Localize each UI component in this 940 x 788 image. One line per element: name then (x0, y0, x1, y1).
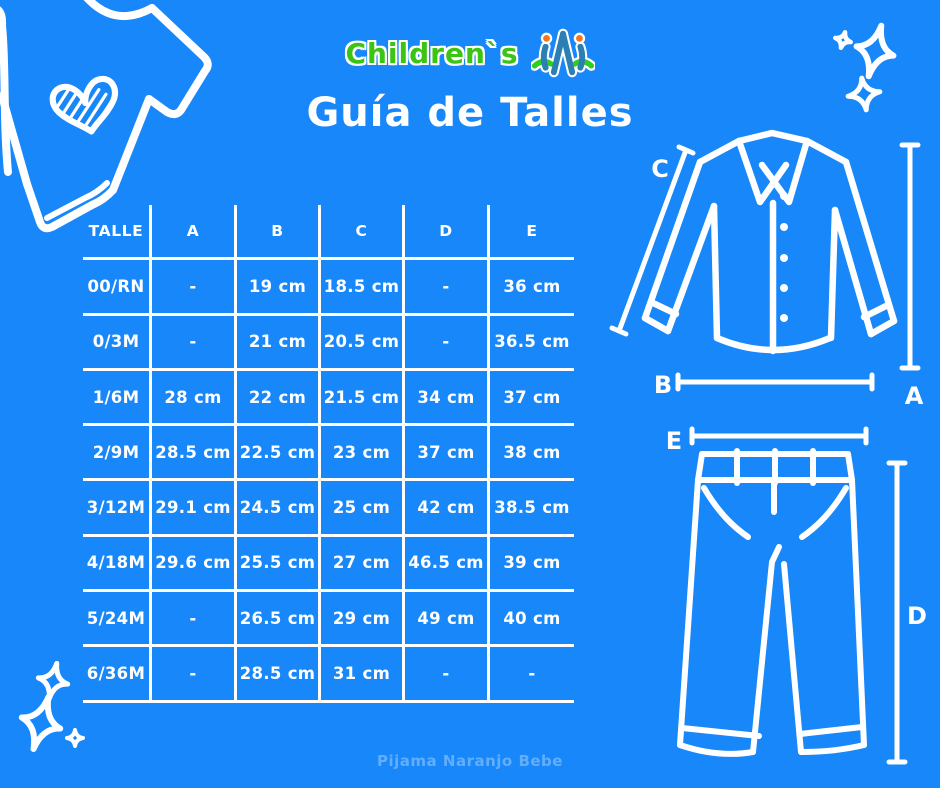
brand-logo (0, 26, 940, 80)
size-cell: 21.5 cm (321, 371, 405, 426)
size-cell: 34 cm (405, 371, 490, 426)
pants-illustration (680, 451, 864, 754)
garment-diagrams (598, 120, 940, 788)
size-cell: 37 cm (490, 371, 574, 426)
size-row-label: 00/RN (83, 260, 152, 315)
size-row-label: 0/3M (83, 316, 152, 371)
size-cell: 18.5 cm (321, 260, 405, 315)
size-cell: - (405, 260, 490, 315)
size-cell: 28.5 cm (237, 647, 321, 702)
size-row-label: 6/36M (83, 647, 152, 702)
shirt-measure-label-b: B (653, 371, 673, 399)
size-cell: 27 cm (321, 537, 405, 592)
children-brand-icon (531, 27, 595, 79)
size-row-label: 4/18M (83, 537, 152, 592)
size-table-column-header: E (490, 205, 574, 260)
size-cell: 37 cm (405, 426, 490, 481)
size-cell: 25.5 cm (237, 537, 321, 592)
shirt-buttons (780, 192, 788, 322)
size-cell: - (152, 260, 237, 315)
size-cell: - (405, 316, 490, 371)
size-cell: 28.5 cm (152, 426, 237, 481)
shirt-measure-label-a: A (904, 382, 924, 410)
size-table-column-header: TALLE (83, 205, 152, 260)
size-cell: 46.5 cm (405, 537, 490, 592)
size-cell: 29.1 cm (152, 481, 237, 536)
size-table-column-header: B (237, 205, 321, 260)
size-table-column-header: C (321, 205, 405, 260)
brand-name: Children`s (345, 36, 519, 70)
size-cell: 40 cm (490, 592, 574, 647)
size-cell: 19 cm (237, 260, 321, 315)
size-row-label: 1/6M (83, 371, 152, 426)
size-cell: 49 cm (405, 592, 490, 647)
size-cell: - (490, 647, 574, 702)
size-cell: 24.5 cm (237, 481, 321, 536)
size-cell: 22 cm (237, 371, 321, 426)
size-cell: 36 cm (490, 260, 574, 315)
pants-measure-label-d: D (907, 602, 927, 630)
size-cell: 36.5 cm (490, 316, 574, 371)
size-cell: - (405, 647, 490, 702)
size-table-column-header: D (405, 205, 490, 260)
size-cell: 42 cm (405, 481, 490, 536)
size-row-label: 5/24M (83, 592, 152, 647)
size-cell: - (152, 647, 237, 702)
size-cell: 38 cm (490, 426, 574, 481)
footer-watermark: Pijama Naranjo Bebe (377, 752, 563, 770)
size-row-label: 3/12M (83, 481, 152, 536)
size-cell: - (152, 316, 237, 371)
size-table (83, 205, 574, 703)
size-cell: 29.6 cm (152, 537, 237, 592)
size-cell: 26.5 cm (237, 592, 321, 647)
size-cell: 25 cm (321, 481, 405, 536)
size-cell: 38.5 cm (490, 481, 574, 536)
size-cell: 22.5 cm (237, 426, 321, 481)
pants-measure-label-e: E (665, 427, 683, 455)
size-cell: 21 cm (237, 316, 321, 371)
size-cell: 20.5 cm (321, 316, 405, 371)
size-cell: 31 cm (321, 647, 405, 702)
size-cell: 23 cm (321, 426, 405, 481)
page-title: Guía de Talles (306, 90, 634, 136)
size-cell: 39 cm (490, 537, 574, 592)
shirt-measure-label-c: C (651, 155, 669, 183)
size-row-label: 2/9M (83, 426, 152, 481)
size-cell: 29 cm (321, 592, 405, 647)
size-table-column-header: A (152, 205, 237, 260)
size-cell: 28 cm (152, 371, 237, 426)
size-cell: - (152, 592, 237, 647)
